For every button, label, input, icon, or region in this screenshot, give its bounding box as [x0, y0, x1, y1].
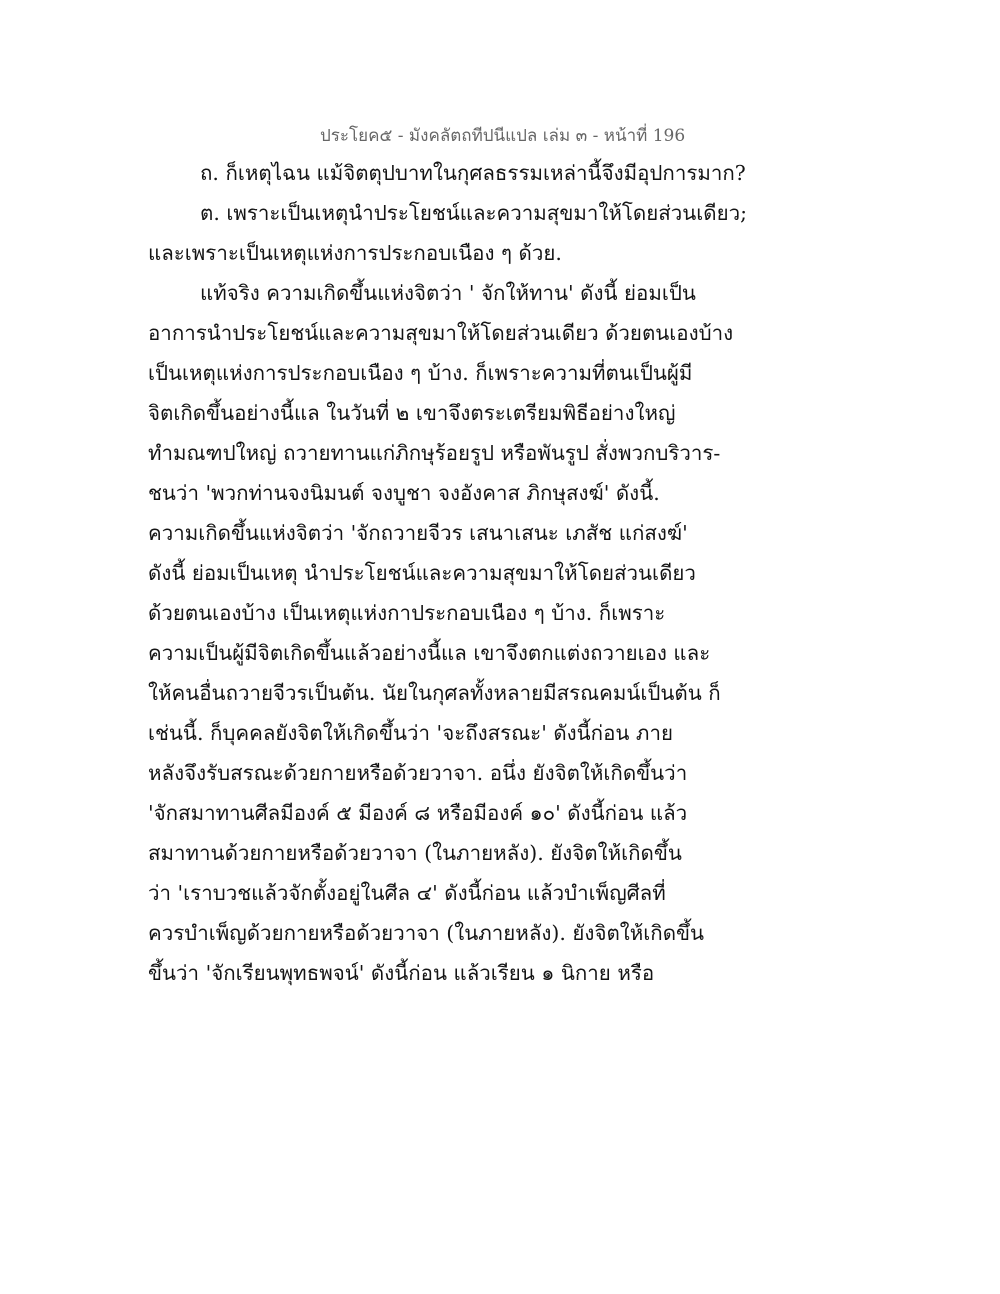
- text-line: จิตเกิดขึ้นอย่างนี้แล ในวันที่ ๒ เขาจึงตระเตรียมพิธีอย่างใหญ่: [148, 401, 676, 425]
- text-line: และเพราะเป็นเหตุแห่งการประกอบเนือง ๆ ด้วย.: [148, 241, 562, 265]
- text-line: ควรบำเพ็ญด้วยกายหรือด้วยวาจา (ในภายหลัง). ยังจิตให้เกิดขึ้น: [148, 921, 705, 945]
- running-header: ประโยค๕ - มังคลัตถทีปนีแปล เล่ม ๓ - หน้าที่ 196: [320, 126, 686, 146]
- text-line: ว่า 'เราบวชแล้วจักตั้งอยู่ในศีล ๔' ดังนี้ก่อน แล้วบำเพ็ญศีลที่: [148, 881, 666, 905]
- text-line: เป็นเหตุแห่งการประกอบเนือง ๆ บ้าง. ก็เพราะความที่ตนเป็นผู้มี: [148, 361, 693, 385]
- text-line: อาการนำประโยชน์และความสุขมาให้โดยส่วนเดียว ด้วยตนเองบ้าง: [148, 321, 734, 345]
- text-line: ดังนี้ ย่อมเป็นเหตุ นำประโยชน์และความสุขมาให้โดยส่วนเดียว: [148, 561, 696, 585]
- text-line: ถ. ก็เหตุไฉน แม้จิตตุปบาทในกุศลธรรมเหล่านี้จึงมีอุปการมาก?: [200, 161, 746, 185]
- text-line: ความเกิดขึ้นแห่งจิตว่า 'จักถวายจีวร เสนาเสนะ เภสัช แก่สงฆ์': [148, 521, 688, 545]
- text-line: ชนว่า 'พวกท่านจงนิมนต์ จงบูชา จงอังคาส ภิกษุสงฆ์' ดังนี้.: [148, 481, 660, 505]
- text-line: ด้วยตนเองบ้าง เป็นเหตุแห่งกาประกอบเนือง ๆ บ้าง. ก็เพราะ: [148, 601, 666, 625]
- text-line: ความเป็นผู้มีจิตเกิดขึ้นแล้วอย่างนี้แล เขาจึงตกแต่งถวายเอง และ: [148, 641, 711, 665]
- text-line: หลังจึงรับสรณะด้วยกายหรือด้วยวาจา. อนึ่ง ยังจิตให้เกิดขึ้นว่า: [148, 761, 688, 785]
- text-line: เช่นนี้. ก็บุคคลยังจิตให้เกิดขึ้นว่า 'จะถึงสรณะ' ดังนี้ก่อน ภาย: [148, 721, 673, 745]
- text-line: 'จักสมาทานศีลมีองค์ ๕ มีองค์ ๘ หรือมีองค์ ๑๐' ดังนี้ก่อน แล้ว: [148, 801, 688, 825]
- text-line: สมาทานด้วยกายหรือด้วยวาจา (ในภายหลัง). ยังจิตให้เกิดขึ้น: [148, 841, 682, 865]
- text-line: ให้คนอื่นถวายจีวรเป็นต้น. นัยในกุศลทั้งหลายมีสรณคมน์เป็นต้น ก็: [148, 681, 721, 705]
- text-line: ทำมณฑปใหญ่ ถวายทานแก่ภิกษุร้อยรูป หรือพันรูป สั่งพวกบริวาร-: [148, 441, 721, 465]
- text-line: ขึ้นว่า 'จักเรียนพุทธพจน์' ดังนี้ก่อน แล้วเรียน ๑ นิกาย หรือ: [148, 961, 655, 985]
- text-line: แท้จริง ความเกิดขึ้นแห่งจิตว่า ' จักให้ทาน' ดังนี้ ย่อมเป็น: [200, 281, 696, 305]
- text-line: ต. เพราะเป็นเหตุนำประโยชน์และความสุขมาให้โดยส่วนเดียว;: [200, 201, 748, 225]
